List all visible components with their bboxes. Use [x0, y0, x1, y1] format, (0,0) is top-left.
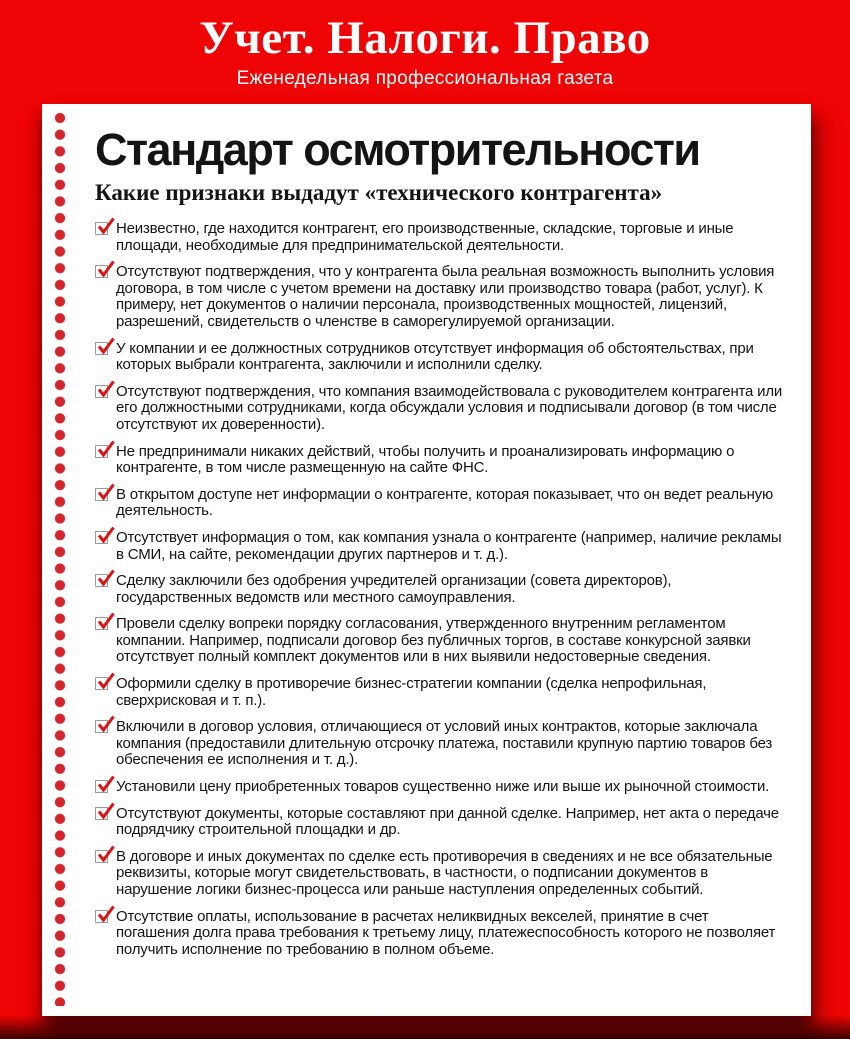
- checkbox-icon: [95, 850, 108, 863]
- page-title: Стандарт осмотрительности: [95, 124, 700, 175]
- checkbox-icon: [95, 807, 108, 820]
- checkmark-icon: [96, 775, 115, 794]
- checkmark-icon: [96, 337, 115, 356]
- checkmark-icon: [96, 217, 115, 236]
- checklist-card: [42, 104, 811, 1016]
- checklist-item-text: Включили в договор условия, отличающиеся от условий иных контрактов, которые заключала компания (предоставили длительную отсрочку платежа, поставили крупную партию товаров без обеспечения ее исполнения и т. д.).: [116, 718, 773, 769]
- page-subtitle: Какие признаки выдадут «технического контрагента»: [95, 180, 663, 205]
- checkmark-icon: [96, 802, 115, 821]
- checklist-item: [95, 806, 785, 839]
- checkbox-icon: [95, 342, 108, 355]
- checklist-item: [95, 487, 785, 520]
- checkmark-icon: [96, 526, 115, 545]
- checklist: [95, 221, 785, 958]
- checkbox-icon: [95, 222, 108, 235]
- checklist-item-text: Неизвестно, где находится контрагент, его производственные, складские, торговые и иные площади, необходимые для предпринимательской деятельности.: [116, 220, 734, 254]
- checklist-item-text: Установили цену приобретенных товаров существенно ниже или выше их рыночной стоимости.: [116, 778, 770, 796]
- checklist-item-text: Сделку заключили без одобрения учредителей организации (совета директоров), государственных ведомств или местного самоуправления.: [116, 572, 672, 606]
- checklist-item-text: Отсутствие оплаты, использование в расчетах неликвидных векселей, принятие в счет погашения долга права требования к третьему лицу, платежеспособность которого не позволяет получить исполнение по требованию в полном объеме.: [116, 907, 776, 958]
- checklist-item: [95, 384, 785, 434]
- checkmark-icon: [96, 715, 115, 734]
- masthead-tagline: Еженедельная профессиональная газета: [236, 68, 614, 89]
- checklist-item-text: В договоре и иных документах по сделке есть противоречия в сведениях и не все обязательные реквизиты, которые могут свидетельствовать, в частности, о подписании документов в нарушение логики бизнес-процесса или раньше наступления определенных событий.: [116, 847, 773, 898]
- checkbox-icon: [95, 720, 108, 733]
- checkbox-icon: [95, 780, 108, 793]
- checkbox-icon: [95, 677, 108, 690]
- checklist-item: [95, 264, 785, 330]
- checklist-item: [95, 341, 785, 374]
- masthead: [0, 0, 850, 90]
- checkmark-icon: [96, 440, 115, 459]
- checkbox-icon: [95, 531, 108, 544]
- checklist-item: [95, 221, 785, 254]
- checklist-item-text: Оформили сделку в противоречие бизнес-стратегии компании (сделка непрофильная, сверхрисковая и т. п.).: [116, 675, 707, 709]
- checkmark-icon: [96, 612, 115, 631]
- checkbox-icon: [95, 574, 108, 587]
- checklist-item: [95, 444, 785, 477]
- checklist-item: [95, 616, 785, 666]
- checklist-item-text: Провели сделку вопреки порядку согласования, утвержденного внутренним регламентом компании. Например, подписали договор без публичных торгов, в составе конкурсной заявки отсутствует полный комплект документов или в них выявили недостоверные сведения.: [116, 615, 751, 666]
- masthead-title: Учет. Налоги. Право: [199, 12, 651, 64]
- checkbox-icon: [95, 385, 108, 398]
- checkmark-icon: [96, 260, 115, 279]
- checkbox-icon: [95, 910, 108, 923]
- checklist-item: [95, 530, 785, 563]
- checkbox-icon: [95, 445, 108, 458]
- checklist-item-text: Не предпринимали никаких действий, чтобы получить и проанализировать информацию о контрагенте, в том числе размещенную на сайте ФНС.: [116, 442, 735, 477]
- checklist-item: [95, 676, 785, 709]
- checklist-item-text: В открытом доступе нет информации о контрагенте, которая показывает, что он ведет реальную деятельность.: [116, 485, 774, 520]
- checkbox-icon: [95, 488, 108, 501]
- card-content: [95, 126, 785, 968]
- checkbox-icon: [95, 617, 108, 630]
- checkbox-icon: [95, 265, 108, 278]
- checklist-item-text: Отсутствует информация о том, как компания узнала о контрагенте (например, наличие рекламы в СМИ, на сайте, рекомендации других партнеров и т. д.).: [116, 528, 782, 563]
- checklist-item-text: Отсутствуют подтверждения, что компания взаимодействовала с руководителем контрагента или его должностными сотрудниками, когда обсуждали условия и подписывали договор (в том числе отсутствуют их доверенности).: [116, 382, 783, 433]
- checkmark-icon: [96, 845, 115, 864]
- checklist-item-text: Отсутствуют подтверждения, что у контрагента была реальная возможность выполнить условия договора, в том числе с учетом времени на доставку или производство товара (работ, услуг). К примеру, нет документов о наличии персонала, производственных мощностей, лицензий, разрешений, свидетельств о членстве в саморегулируемой организации.: [116, 263, 775, 330]
- checklist-item-text: У компании и ее должностных сотрудников отсутствует информация об обстоятельствах, при которых выбрали контрагента, заключили и исполнили сделку.: [116, 339, 754, 374]
- checkmark-icon: [96, 483, 115, 502]
- checklist-item: [95, 849, 785, 899]
- checklist-item: [95, 779, 785, 796]
- checkmark-icon: [96, 380, 115, 399]
- checklist-item: [95, 573, 785, 606]
- checkmark-icon: [96, 672, 115, 691]
- checkmark-icon: [96, 905, 115, 924]
- checklist-item: [95, 719, 785, 769]
- bottom-shadow-decoration: [0, 1015, 850, 1039]
- checklist-item-text: Отсутствуют документы, которые составляют при данной сделке. Например, нет акта о передаче подрядчику строительной площадки и др.: [116, 804, 779, 839]
- checkmark-icon: [96, 569, 115, 588]
- binding-dots-decoration: [49, 110, 71, 1006]
- checklist-item: [95, 909, 785, 959]
